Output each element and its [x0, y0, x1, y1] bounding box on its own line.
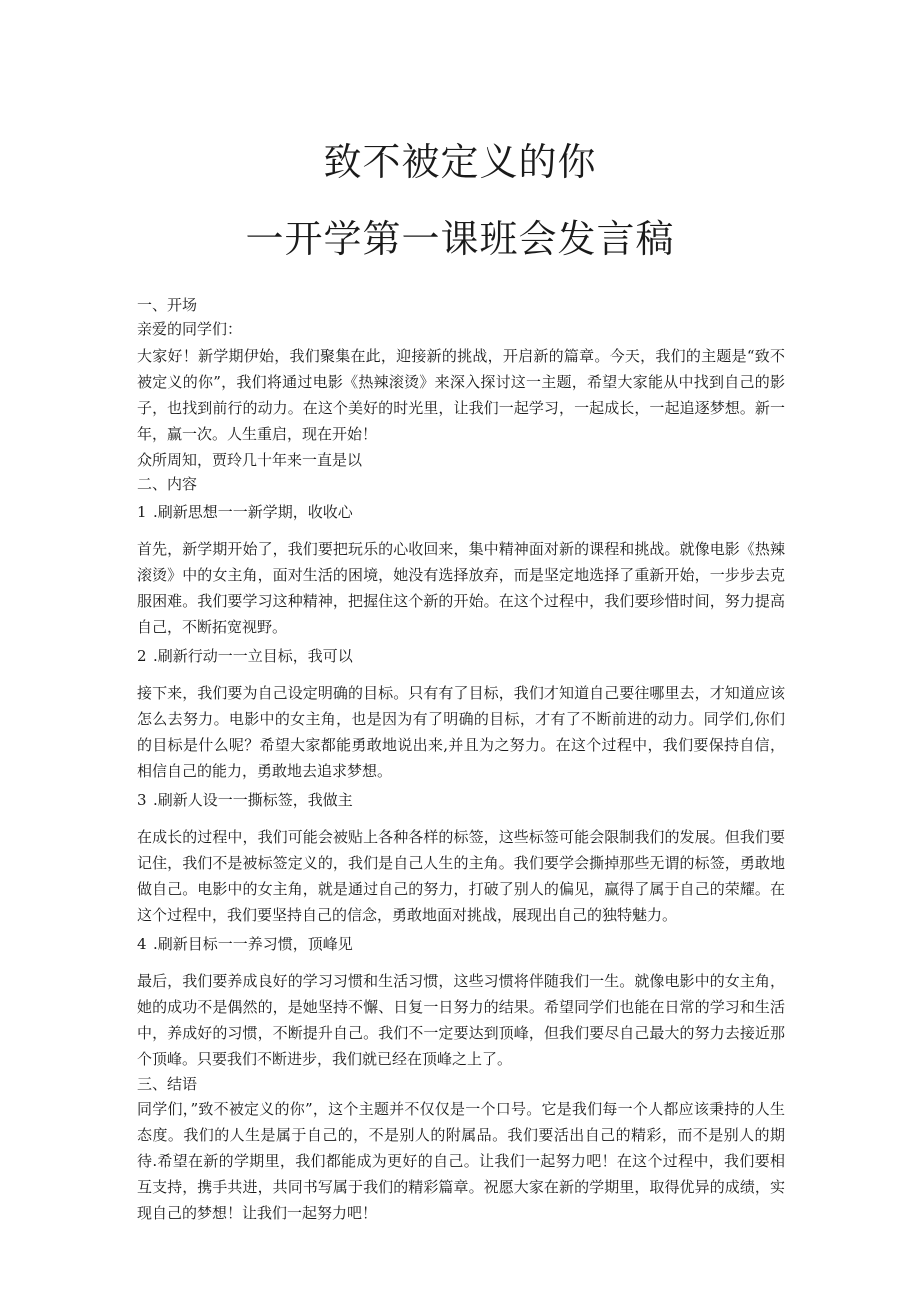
content-item-1-paragraph: 首先，新学期开始了，我们要把玩乐的心收回来，集中精神面对新的课程和挑战。就像电影《热辣滚烫》中的女主角，面对生活的困境，她没有选择放弃，而是坚定地选择了重新开始，一步步去克服困难。我们要学习这种精神，把握住这个新的开始。在这个过程中，我们要珍惜时间，努力提高自己，不断拓宽视野。: [137, 540, 785, 636]
item-number: 3: [137, 791, 147, 809]
content-item-4-title: [137, 932, 785, 956]
item-title: .刷新人设一一撕标签，我做主: [153, 791, 353, 809]
section-heading-content: 二、内容: [137, 475, 198, 493]
opening-paragraph: 大家好！新学期伊始，我们聚集在此，迎接新的挑战，开启新的篇章。今天，我们的主题是“致不被定义的你”，我们将通过电影《热辣滚烫》来深入探讨这一主题，希望大家能从中找到自己的影子，也找到前行的动力。在这个美好的时光里，让我们一起学习，一起成长，一起追逐梦想。新一年，赢一次。人生重启，现在开始！: [137, 347, 785, 443]
opening-fragment: 众所周知，贾玲几十年来一直是以: [137, 451, 363, 469]
content-item-4-paragraph: 最后，我们要养成良好的学习习惯和生活习惯，这些习惯将伴随我们一生。就像电影中的女主角，她的成功不是偶然的，是她坚持不懈、日复一日努力的结果。希望同学们也能在日常的学习和生活中，养成好的习惯，不断提升自己。我们不一定要达到顶峰，但我们要尽自己最大的努力去接近那个顶峰。只要我们不断进步，我们就已经在顶峰之上了。: [137, 972, 785, 1068]
greeting: 亲爱的同学们：: [137, 320, 243, 338]
content-item-1-title: [137, 500, 785, 524]
document-body: [137, 293, 785, 1226]
item-number: 4: [137, 935, 147, 953]
document-title: 致不被定义的你: [323, 140, 597, 184]
item-number: 2: [137, 647, 147, 665]
content-item-2-title: [137, 644, 785, 668]
content-item-3-title: [137, 788, 785, 812]
item-number: 1: [137, 503, 147, 521]
item-title: .刷新行动一一立目标，我可以: [153, 647, 353, 665]
item-title: .刷新思想一一新学期，收收心: [153, 503, 353, 521]
content-item-2-paragraph: 接下来，我们要为自己设定明确的目标。只有有了目标，我们才知道自己要往哪里去，才知道应该怎么去努力。电影中的女主角，也是因为有了明确的目标，才有了不断前进的动力。同学们,你们的目标是什么呢？希望大家都能勇敢地说出来,并且为之努力。在这个过程中，我们要保持自信，相信自己的能力，勇敢地去追求梦想。: [137, 684, 785, 780]
section-heading-opening: 一、开场: [137, 296, 198, 314]
item-title: .刷新目标一一养习惯，顶峰见: [153, 935, 353, 953]
content-item-3-paragraph: 在成长的过程中，我们可能会被贴上各种各样的标签，这些标签可能会限制我们的发展。但我们要记住，我们不是被标签定义的，我们是自己人生的主角。我们要学会撕掉那些无谓的标签，勇敢地做自己。电影中的女主角，就是通过自己的努力，打破了别人的偏见，赢得了属于自己的荣耀。在这个过程中，我们要坚持自己的信念，勇敢地面对挑战，展现出自己的独特魅力。: [137, 828, 785, 924]
closing-paragraph: 同学们，”致不被定义的你”，这个主题并不仅仅是一个口号。它是我们每一个人都应该秉持的人生态度。我们的人生是属于自己的，不是别人的附属品。我们要活出自己的精彩，而不是别人的期待.希望在新的学期里，我们都能成为更好的自己。让我们一起努力吧！在这个过程中，我们要相互支持，携手共进，共同书写属于我们的精彩篇章。祝愿大家在新的学期里，取得优异的成绩，实现自己的梦想！让我们一起努力吧！: [137, 1100, 785, 1222]
section-heading-closing: 三、结语: [137, 1075, 198, 1093]
document-subtitle: 一开学第一课班会发言稿: [245, 217, 675, 261]
